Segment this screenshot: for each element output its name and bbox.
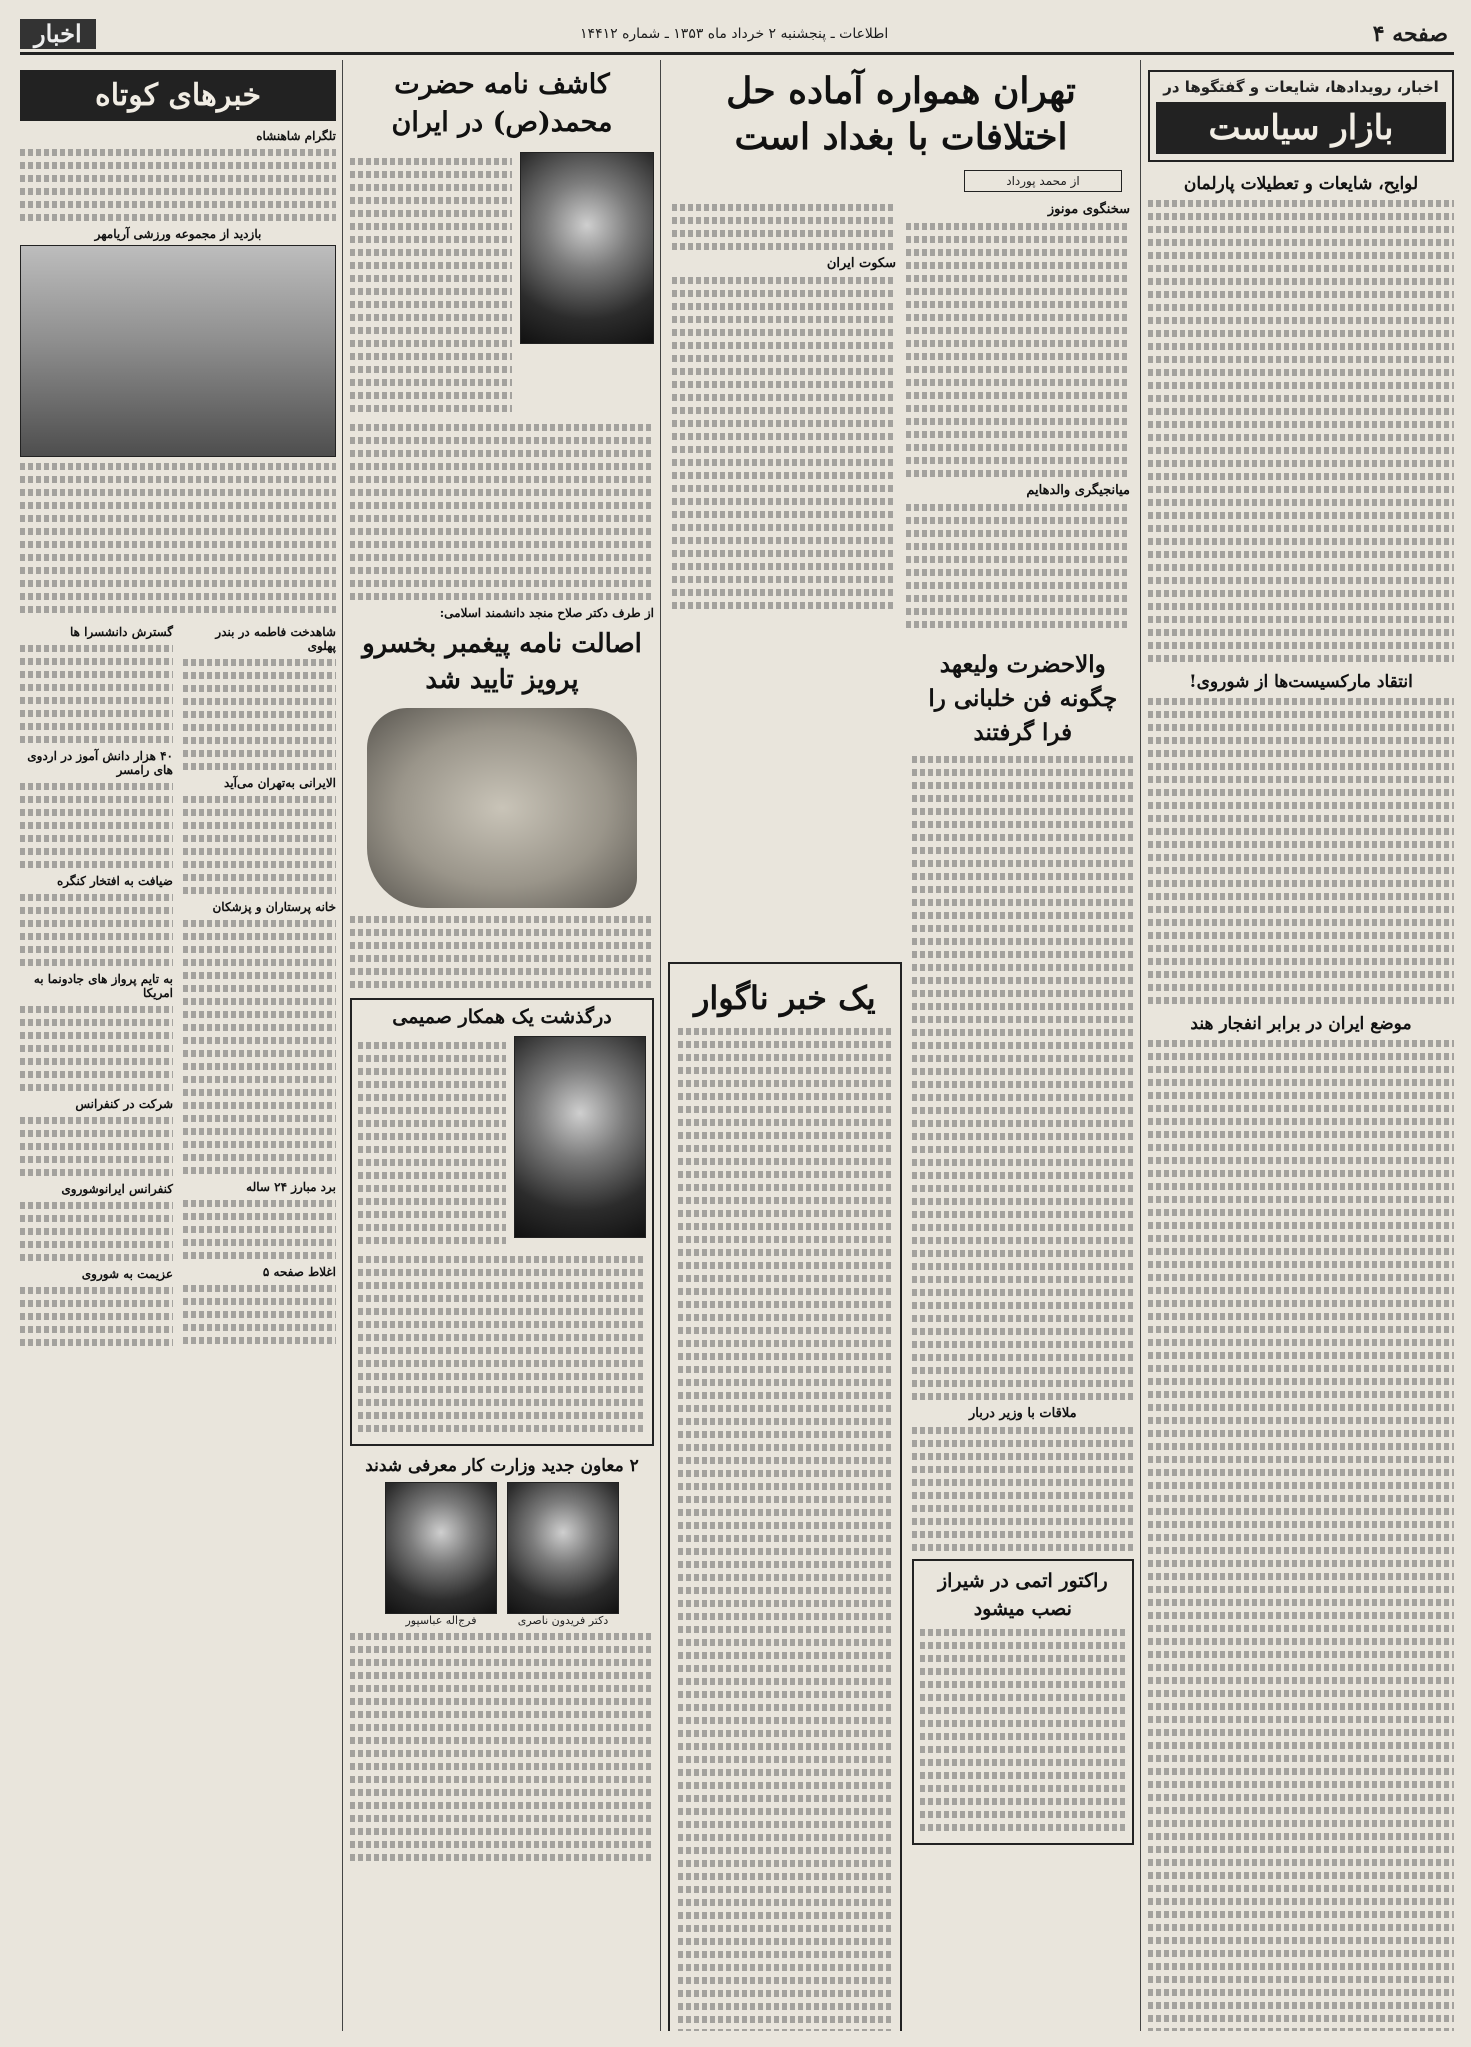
obituary-headline: درگذشت یک همکار صمیمی	[392, 1006, 612, 1028]
article-text	[20, 463, 336, 613]
column-rule	[342, 60, 343, 2031]
caption-naseri: دکتر فریدون ناصری	[517, 1614, 609, 1627]
reactor-box	[912, 1559, 1134, 1845]
short-news-item: تلگرام شاهنشاه	[256, 129, 336, 143]
subhead-moonz: سخنگوی مونوز	[1047, 202, 1130, 217]
politics-banner: بازار سیاست	[1156, 102, 1446, 154]
article-text	[912, 1427, 1134, 1551]
deputies-photos	[350, 1482, 654, 1627]
lower-center-right	[668, 642, 1134, 2031]
short-news-item: شرکت در کنفرانس	[75, 1097, 173, 1111]
letter-headline-2: اصالت نامه پیغمبر بخسرو پرویز تایید شد	[362, 629, 642, 695]
byline: از محمد پورداد	[964, 170, 1122, 192]
letter-stone-image	[367, 708, 637, 908]
main-headline: تهران همواره آماده حل اختلافات با بغداد است	[726, 70, 1076, 158]
masthead	[20, 16, 1454, 55]
article-text	[672, 204, 896, 250]
column-prophet-letter	[350, 60, 654, 2031]
politics-headline-3: موضع ایران در برابر انفجار هند	[1190, 1014, 1412, 1034]
bad-news-headline: یک خبر ناگوار	[693, 979, 876, 1017]
column-iran-iraq	[668, 60, 1134, 2031]
article-text	[906, 223, 1130, 477]
article-text	[20, 1117, 173, 1176]
page-label: صفحه ۴	[1372, 21, 1448, 47]
column-rule	[660, 60, 661, 2031]
short-news-item: اغلاط صفحه ۵	[262, 1265, 336, 1279]
article-text	[20, 1202, 173, 1261]
short-news-item: الایرانی به‌تهران می‌آید	[224, 776, 336, 790]
article-text	[350, 916, 654, 988]
article-text	[672, 277, 896, 609]
subhead-waldheim: میانجیگری والدهایم	[1026, 483, 1130, 498]
photo-abbaspour	[385, 1482, 497, 1614]
article-text	[20, 149, 336, 221]
photo-naseri	[507, 1482, 619, 1614]
obituary-box	[350, 998, 654, 1446]
short-news-item: برد مبارز ۲۴ ساله	[246, 1180, 336, 1194]
article-text	[20, 1287, 173, 1346]
article-text	[1148, 200, 1454, 662]
short-news-item: بازدید از مجموعه ورزشی آریامهر	[94, 227, 262, 241]
article-text	[912, 756, 1134, 1400]
politics-headline-2: انتقاد مارکسیست‌ها از شوروی!	[1189, 672, 1413, 692]
article-text	[358, 1256, 646, 1432]
article-text	[20, 1006, 173, 1091]
short-news-item: شاهدخت فاطمه در بندر پهلوی	[215, 625, 336, 653]
article-text	[350, 158, 512, 412]
article-text	[183, 1285, 336, 1344]
article-text	[20, 645, 173, 743]
column-short-news	[20, 60, 336, 2031]
main-article-columns	[668, 198, 1134, 634]
article-text	[906, 504, 1130, 628]
article-text	[358, 1036, 506, 1250]
letter-top	[350, 152, 654, 418]
subhead-silence: سکوت ایران	[826, 256, 896, 271]
column-politics	[1148, 60, 1454, 2031]
short-news-item: خانه پرستاران و پزشکان	[212, 900, 336, 914]
caption-abbaspour: فرج‌اله عباسپور	[405, 1614, 477, 1627]
article-text	[678, 1028, 892, 2031]
short-news-item: گسترش دانشسرا ها	[69, 625, 173, 639]
letter-intro: از طرف دکتر صلاح منجد دانشمند اسلامی:	[439, 606, 654, 620]
politics-kicker: اخبار، رویدادها، شایعات و گفتگوها در	[1163, 78, 1439, 96]
photo-salahedin-monajjed	[520, 152, 654, 344]
deputies-headline: ۲ معاون جدید وزارت کار معرفی شدند	[365, 1456, 639, 1476]
article-text	[183, 659, 336, 770]
politics-banner-box	[1148, 70, 1454, 162]
article-text	[1148, 698, 1454, 1004]
issue-line: اطلاعات ـ پنجشنبه ۲ خرداد ماه ۱۳۵۳ ـ شماره ۱۴۴۱۲	[580, 26, 889, 42]
short-news-item: کنفرانس ایرانوشوروی	[61, 1182, 173, 1196]
bad-news-box	[668, 962, 902, 2031]
article-text	[183, 920, 336, 1174]
article-text	[350, 1633, 654, 1861]
article-text	[20, 894, 173, 966]
reactor-headline: راکتور اتمی در شیراز نصب میشود	[937, 1570, 1108, 1620]
short-news-item: به تایم پرواز های جادو‌نما به امریکا	[33, 972, 173, 1000]
section-label: اخبار	[20, 19, 96, 49]
short-news-banner: خبرهای کوتاه	[20, 70, 336, 121]
crown-prince-headline: والاحضرت ولیعهد چگونه فن خلبانی را فرا گرفتند	[928, 651, 1118, 746]
letter-headline: کاشف نامه حضرت محمد(ص) در ایران	[391, 69, 613, 138]
article-text	[183, 1200, 336, 1259]
photo-colleague	[514, 1036, 646, 1238]
article-text	[20, 783, 173, 868]
article-text	[183, 796, 336, 894]
article-text	[920, 1629, 1126, 1831]
short-news-item: عزیمت به شوروی	[81, 1267, 173, 1281]
politics-headline-1: لوایح، شایعات و تعطیلات پارلمان	[1183, 174, 1419, 194]
short-news-item: ضیافت به افتخار کنگره	[56, 874, 173, 888]
article-text	[1148, 1040, 1454, 2031]
article-text	[350, 424, 654, 600]
short-news-item: ۴۰ هزار دانش آموز در اردوی های رامسر	[27, 749, 173, 777]
column-rule	[1140, 60, 1141, 2031]
court-minister-subhead: ملاقات با وزیر دربار	[969, 1406, 1077, 1421]
photo-sports-complex	[20, 245, 336, 457]
